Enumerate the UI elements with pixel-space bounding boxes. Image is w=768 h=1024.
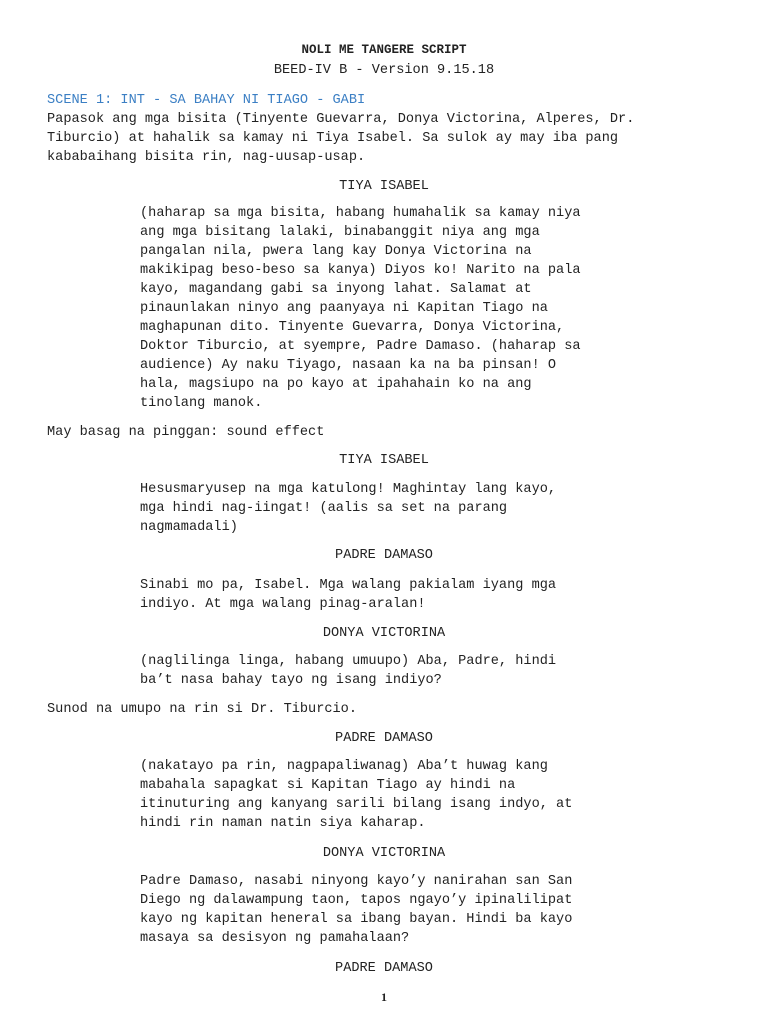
character-name: DONYA VICTORINA: [322, 626, 446, 641]
dialogue: Padre Damaso, nasabi ninyong kayo’y nanirahan san San Diego ng dalawampung taon, tapos ngayo’y ipinalilipat kayo ng kapitan heneral sa ibang bayan. Hindi ba kayo masaya sa desisyon ng pamahalaan?: [140, 874, 573, 946]
action-line: May basag na pinggan: sound effect: [47, 425, 325, 440]
character-name: TIYA ISABEL: [339, 453, 429, 468]
page-number: 1: [381, 990, 387, 1004]
character-name: PADRE DAMASO: [335, 961, 433, 976]
dialogue: (nakatayo pa rin, nagpapaliwanag) Aba’t huwag kang mabahala sapagkat si Kapitan Tiago ay hindi na itinuturing ang kanyang sarili bilang isang indyo, at hindi rin naman natin siya kaharap.: [140, 759, 573, 831]
character-name: TIYA ISABEL: [339, 179, 429, 194]
script-version: BEED-IV B - Version 9.15.18: [273, 63, 495, 78]
script-title: NOLI ME TANGERE SCRIPT: [301, 43, 467, 57]
scene-heading: SCENE 1: INT - SA BAHAY NI TIAGO - GABI: [47, 93, 366, 108]
character-name: PADRE DAMASO: [335, 548, 433, 563]
dialogue: (haharap sa mga bisita, habang humahalik sa kamay niya ang mga bisitang lalaki, binabanggit niya ang mga pangalan nila, pwera lang kay Donya Victorina na makikipag beso-beso sa kanya) Diyos ko! Narito na pala kayo, magandang gabi sa inyong lahat. Salamat at pinaunlakan ninyo ang paanyaya ni Kapitan Tiago na maghapunan dito. Tinyente Guevarra, Donya Victorina, Doktor Tiburcio, at syempre, Padre Damaso. (haharap sa audience) Ay naku Tiyago, nasaan ka na ba pinsan! O hala, magsiupo na po kayo at ipahahain ko na ang tinolang manok.: [140, 206, 581, 411]
character-name: PADRE DAMASO: [335, 731, 433, 746]
dialogue: Hesusmaryusep na mga katulong! Maghintay lang kayo, mga hindi nag-iingat! (aalis sa set na parang nagmamadali): [140, 482, 557, 535]
dialogue: (naglilinga linga, habang umuupo) Aba, Padre, hindi ba’t nasa bahay tayo ng isang indiyo?: [140, 654, 557, 688]
character-name: DONYA VICTORINA: [322, 846, 446, 861]
dialogue: Sinabi mo pa, Isabel. Mga walang pakialam iyang mga indiyo. At mga walang pinag-aralan!: [140, 578, 557, 612]
action-line: Papasok ang mga bisita (Tinyente Guevarra, Donya Victorina, Alperes, Dr. Tiburcio) at hahalik sa kamay ni Tiya Isabel. Sa sulok ay may iba pang kababaihang bisita rin, nag-uusap-usap.: [47, 112, 635, 165]
action-line: Sunod na umupo na rin si Dr. Tiburcio.: [47, 702, 357, 717]
